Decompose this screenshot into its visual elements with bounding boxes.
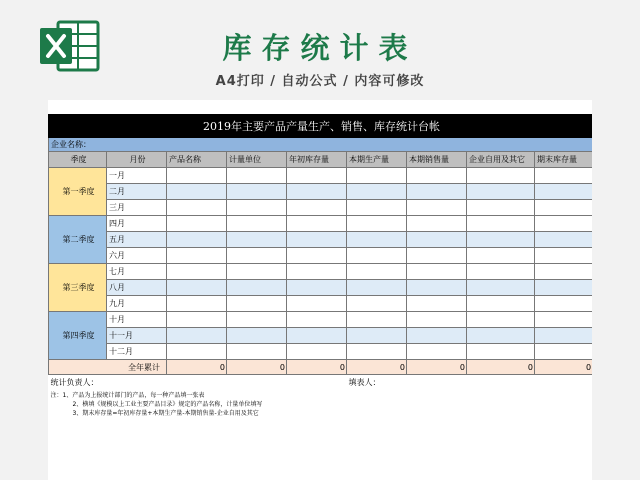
data-cell[interactable] bbox=[535, 280, 593, 296]
signature-row bbox=[49, 375, 593, 391]
data-cell[interactable] bbox=[167, 264, 227, 280]
spreadsheet bbox=[48, 100, 592, 480]
data-cell[interactable] bbox=[227, 168, 287, 184]
inventory-table bbox=[48, 114, 592, 417]
data-cell[interactable] bbox=[535, 184, 593, 200]
note-text: 2、横填《规模以上工业主要产品目录》规定的产品名称，计量单位填写 bbox=[49, 399, 593, 408]
data-cell[interactable] bbox=[407, 296, 467, 312]
column-header[interactable]: 年初库存量 bbox=[287, 152, 347, 168]
data-cell[interactable] bbox=[167, 280, 227, 296]
data-cell[interactable] bbox=[287, 232, 347, 248]
note-row bbox=[49, 390, 593, 399]
note-row bbox=[49, 399, 593, 408]
table-row bbox=[49, 216, 593, 232]
month-cell[interactable]: 十一月 bbox=[107, 328, 167, 344]
column-header[interactable]: 产品名称 bbox=[167, 152, 227, 168]
data-cell[interactable] bbox=[407, 280, 467, 296]
data-cell[interactable] bbox=[287, 280, 347, 296]
data-cell[interactable] bbox=[167, 168, 227, 184]
month-cell[interactable]: 八月 bbox=[107, 280, 167, 296]
data-cell[interactable] bbox=[287, 216, 347, 232]
data-cell[interactable] bbox=[535, 248, 593, 264]
data-cell[interactable] bbox=[227, 184, 287, 200]
data-cell[interactable] bbox=[347, 264, 407, 280]
data-cell[interactable] bbox=[467, 312, 535, 328]
total-label[interactable]: 全年累计 bbox=[49, 360, 167, 375]
month-cell[interactable]: 七月 bbox=[107, 264, 167, 280]
data-cell[interactable] bbox=[227, 296, 287, 312]
data-cell[interactable] bbox=[347, 296, 407, 312]
data-cell[interactable] bbox=[407, 200, 467, 216]
table-row bbox=[49, 184, 593, 200]
month-cell[interactable]: 十月 bbox=[107, 312, 167, 328]
table-row bbox=[49, 232, 593, 248]
data-cell[interactable] bbox=[167, 344, 227, 360]
data-cell[interactable] bbox=[347, 184, 407, 200]
quarter-cell[interactable]: 第二季度 bbox=[49, 216, 107, 264]
data-cell[interactable] bbox=[467, 184, 535, 200]
data-cell[interactable] bbox=[467, 216, 535, 232]
data-cell[interactable] bbox=[467, 264, 535, 280]
data-cell[interactable] bbox=[407, 248, 467, 264]
data-cell[interactable] bbox=[167, 232, 227, 248]
month-cell[interactable]: 六月 bbox=[107, 248, 167, 264]
data-cell[interactable] bbox=[167, 312, 227, 328]
data-cell[interactable] bbox=[227, 312, 287, 328]
data-cell[interactable] bbox=[407, 184, 467, 200]
data-cell[interactable] bbox=[407, 232, 467, 248]
data-cell[interactable] bbox=[535, 216, 593, 232]
data-cell[interactable] bbox=[347, 216, 407, 232]
data-cell[interactable] bbox=[287, 296, 347, 312]
quarter-cell[interactable]: 第三季度 bbox=[49, 264, 107, 312]
data-cell[interactable] bbox=[227, 216, 287, 232]
data-cell[interactable] bbox=[467, 280, 535, 296]
table-row bbox=[49, 344, 593, 360]
total-value-cell[interactable]: 0 bbox=[227, 360, 287, 375]
data-cell[interactable] bbox=[167, 184, 227, 200]
data-cell[interactable] bbox=[227, 248, 287, 264]
data-cell[interactable] bbox=[227, 344, 287, 360]
note-row bbox=[49, 408, 593, 417]
total-row bbox=[49, 360, 593, 375]
data-cell[interactable] bbox=[287, 184, 347, 200]
data-cell[interactable] bbox=[467, 344, 535, 360]
data-cell[interactable] bbox=[467, 328, 535, 344]
data-cell[interactable] bbox=[167, 328, 227, 344]
data-cell[interactable] bbox=[535, 232, 593, 248]
data-cell[interactable] bbox=[407, 216, 467, 232]
data-cell[interactable] bbox=[407, 264, 467, 280]
data-cell[interactable] bbox=[347, 200, 407, 216]
data-cell[interactable] bbox=[347, 280, 407, 296]
quarter-cell[interactable]: 第一季度 bbox=[49, 168, 107, 216]
data-cell[interactable] bbox=[227, 264, 287, 280]
page-title: 库存统计表 bbox=[222, 31, 418, 65]
data-cell[interactable] bbox=[287, 312, 347, 328]
data-cell[interactable] bbox=[347, 344, 407, 360]
page-subtitle: A4打印 / 自动公式 / 内容可修改 bbox=[215, 74, 425, 89]
filler-label[interactable]: 填表人： bbox=[347, 375, 593, 391]
month-cell[interactable]: 三月 bbox=[107, 200, 167, 216]
table-row bbox=[49, 328, 593, 344]
month-cell[interactable]: 一月 bbox=[107, 168, 167, 184]
table-row bbox=[49, 248, 593, 264]
data-cell[interactable] bbox=[467, 168, 535, 184]
data-cell[interactable] bbox=[407, 328, 467, 344]
stat-person-label[interactable]: 统计负责人： bbox=[49, 375, 347, 391]
table-row bbox=[49, 168, 593, 184]
header bbox=[0, 0, 640, 100]
data-cell[interactable] bbox=[467, 200, 535, 216]
header-row bbox=[49, 152, 593, 168]
data-cell[interactable] bbox=[407, 168, 467, 184]
month-cell[interactable]: 二月 bbox=[107, 184, 167, 200]
data-cell[interactable] bbox=[467, 248, 535, 264]
data-cell[interactable] bbox=[287, 328, 347, 344]
data-cell[interactable] bbox=[535, 312, 593, 328]
data-cell[interactable] bbox=[535, 328, 593, 344]
data-cell[interactable] bbox=[535, 296, 593, 312]
table-row bbox=[49, 200, 593, 216]
data-cell[interactable] bbox=[467, 296, 535, 312]
data-cell[interactable] bbox=[227, 280, 287, 296]
data-cell[interactable] bbox=[287, 264, 347, 280]
data-cell[interactable] bbox=[347, 312, 407, 328]
quarter-cell[interactable]: 第四季度 bbox=[49, 312, 107, 360]
total-value-cell[interactable]: 0 bbox=[407, 360, 467, 375]
data-cell[interactable] bbox=[347, 248, 407, 264]
data-cell[interactable] bbox=[535, 168, 593, 184]
total-value-cell[interactable]: 0 bbox=[167, 360, 227, 375]
data-cell[interactable] bbox=[167, 248, 227, 264]
data-cell[interactable] bbox=[227, 232, 287, 248]
table-row bbox=[49, 312, 593, 328]
column-header[interactable]: 本期销售量 bbox=[407, 152, 467, 168]
data-cell[interactable] bbox=[347, 232, 407, 248]
data-cell[interactable] bbox=[227, 200, 287, 216]
total-value-cell[interactable]: 0 bbox=[467, 360, 535, 375]
month-cell[interactable]: 四月 bbox=[107, 216, 167, 232]
data-cell[interactable] bbox=[347, 168, 407, 184]
note-text: 注：1、产品为上报统计部门的产品，每一种产品填一张表 bbox=[49, 390, 593, 399]
data-cell[interactable] bbox=[287, 200, 347, 216]
company-name-cell[interactable]: 企业名称： bbox=[49, 138, 593, 152]
month-cell[interactable]: 九月 bbox=[107, 296, 167, 312]
data-cell[interactable] bbox=[347, 328, 407, 344]
note-text: 3、期末库存量=年初库存量+本期生产量-本期销售量-企业自用及其它 bbox=[49, 408, 593, 417]
total-value-cell[interactable]: 0 bbox=[535, 360, 593, 375]
data-cell[interactable] bbox=[287, 168, 347, 184]
table-row bbox=[49, 296, 593, 312]
month-cell[interactable]: 十二月 bbox=[107, 344, 167, 360]
column-header[interactable]: 本期生产量 bbox=[347, 152, 407, 168]
column-header[interactable]: 月份 bbox=[107, 152, 167, 168]
column-header[interactable]: 期末库存量 bbox=[535, 152, 593, 168]
data-cell[interactable] bbox=[167, 200, 227, 216]
column-header[interactable]: 计量单位 bbox=[227, 152, 287, 168]
sheet-title[interactable]: 2019年主要产品产量生产、销售、库存统计台帐 bbox=[49, 115, 593, 138]
data-cell[interactable] bbox=[535, 200, 593, 216]
data-cell[interactable] bbox=[227, 328, 287, 344]
total-value-cell[interactable]: 0 bbox=[347, 360, 407, 375]
table-row bbox=[49, 264, 593, 280]
data-cell[interactable] bbox=[287, 344, 347, 360]
data-cell[interactable] bbox=[167, 216, 227, 232]
data-cell[interactable] bbox=[535, 264, 593, 280]
month-cell[interactable]: 五月 bbox=[107, 232, 167, 248]
column-header[interactable]: 季度 bbox=[49, 152, 107, 168]
column-header[interactable]: 企业自用及其它 bbox=[467, 152, 535, 168]
total-value-cell[interactable]: 0 bbox=[287, 360, 347, 375]
data-cell[interactable] bbox=[467, 232, 535, 248]
data-cell[interactable] bbox=[535, 344, 593, 360]
table-row bbox=[49, 280, 593, 296]
data-cell[interactable] bbox=[287, 248, 347, 264]
data-cell[interactable] bbox=[407, 344, 467, 360]
data-cell[interactable] bbox=[407, 312, 467, 328]
data-cell[interactable] bbox=[167, 296, 227, 312]
